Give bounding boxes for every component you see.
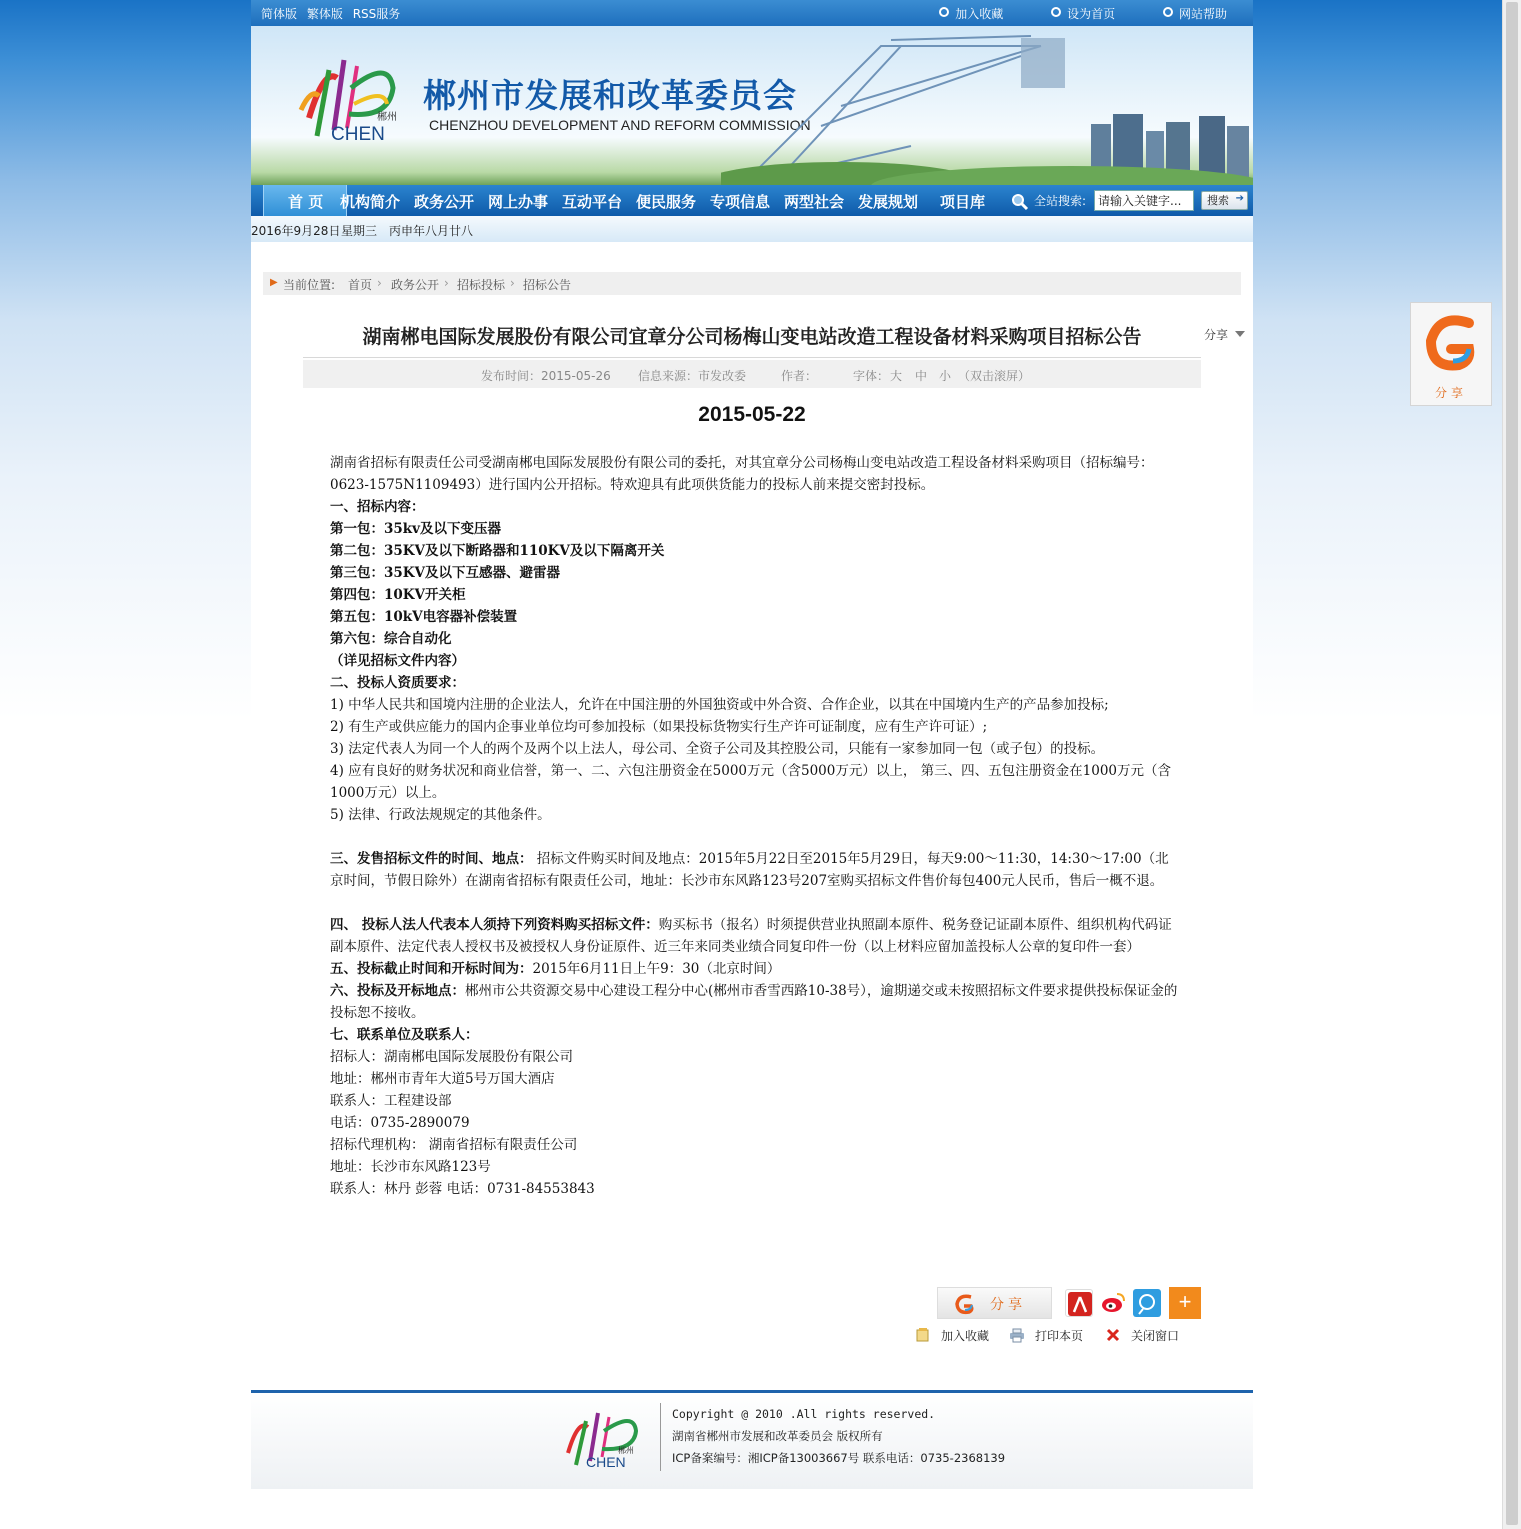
tencent-weibo-share-icon[interactable] — [1133, 1289, 1161, 1317]
contact-bidder: 招标人：湖南郴电国际发展股份有限公司 — [330, 1049, 573, 1065]
floating-share-label: 分享 — [1434, 386, 1467, 400]
footer-separator — [660, 1403, 661, 1471]
section-5-text: 2015年6月11日上午9：30（北京时间） — [532, 961, 781, 977]
footer-icp: ICP备案编号：湘ICP备13003667号 联系电话：0735-2368139 — [672, 1451, 1006, 1465]
share-logo-icon — [953, 1292, 977, 1316]
font-medium-button[interactable]: 中 — [915, 369, 928, 383]
main-nav — [251, 185, 1253, 216]
footer — [251, 1393, 1253, 1489]
font-size-label: 字体： — [853, 369, 890, 383]
section-1-heading: 一、招标内容： — [330, 499, 425, 515]
chevron-right-icon: › — [377, 276, 382, 290]
footer-text — [672, 1403, 1005, 1469]
printer-icon — [1009, 1327, 1025, 1343]
crane-skyline-graphic — [721, 26, 1253, 185]
breadcrumb-bid-notice[interactable]: 招标公告 — [523, 278, 572, 292]
share-label: 分享 — [990, 1297, 1026, 1313]
breadcrumb-bidding[interactable]: 招标投标 — [457, 278, 506, 292]
breadcrumb-gov-affairs[interactable]: 政务公开 — [391, 278, 440, 292]
search-input[interactable] — [1094, 190, 1194, 211]
svg-text:CHEN: CHEN — [331, 124, 385, 145]
requirement-3: 3) 法定代表人为同一个人的两个及两个以上法人，母公司、全资子公司及其控股公司，只能有一家参加同一包（或子包）的投标。 — [330, 741, 1105, 757]
scrollbar-thumb[interactable] — [1506, 2, 1518, 1525]
nav-project-library[interactable]: 项目库 — [940, 193, 986, 211]
requirement-4: 4) 应有良好的财务状况和商业信誉，第一、二、六包注册资金在5000万元（含5000万元）以上， 第三、四、五包注册资金在1000万元（含1000万元）以上。 — [330, 763, 1172, 801]
site-subtitle: CHENZHOU DEVELOPMENT AND REFORM COMMISSION — [429, 117, 811, 133]
search-button[interactable]: 搜索 ➔ — [1201, 191, 1248, 210]
section-6-text: 郴州市公共资源交易中心建设工程分中心(郴州市香雪西路10-38号），逾期递交或未按照招标文件要求提供投标保证金的投标恕不接收。 — [330, 983, 1178, 1021]
share-main-button[interactable] — [937, 1287, 1052, 1319]
vertical-scrollbar[interactable] — [1502, 0, 1521, 1529]
print-button[interactable] — [1009, 1327, 1083, 1344]
favorite-icon — [915, 1327, 931, 1343]
contact-agency: 招标代理机构： 湖南省招标有限责任公司 — [330, 1137, 578, 1153]
more-share-button[interactable]: + — [1169, 1287, 1201, 1319]
share-dropdown[interactable] — [1204, 326, 1245, 343]
nav-about[interactable]: 机构简介 — [340, 193, 401, 211]
dblclick-scroll-hint: （双击滚屏） — [958, 369, 1031, 383]
nav-home-label: 首 页 — [288, 193, 324, 211]
author: 作者： — [781, 369, 818, 383]
title-divider — [303, 357, 1201, 358]
simplified-link[interactable]: 简体版 — [261, 7, 298, 21]
package-1: 第一包：35kv及以下变压器 — [330, 521, 501, 537]
current-weekday: 星期三 — [341, 224, 378, 238]
font-small-button[interactable]: 小 — [939, 369, 952, 383]
nav-interaction[interactable]: 互动平台 — [562, 193, 623, 211]
site-help-link[interactable]: 网站帮助 — [1163, 7, 1227, 21]
contact-bidder-person: 联系人：工程建设部 — [330, 1093, 452, 1109]
article-meta — [303, 360, 1201, 388]
section-3-heading: 三、发售招标文件的时间、地点： — [330, 851, 533, 867]
nav-special-info[interactable]: 专项信息 — [710, 193, 771, 211]
traditional-link[interactable]: 繁体版 — [306, 7, 343, 21]
article-body — [330, 452, 1178, 1200]
lunar-date: 丙申年八月廿八 — [389, 224, 474, 238]
breadcrumb — [263, 272, 1241, 295]
publish-time: 发布时间：2015-05-26 — [481, 369, 611, 383]
svg-text:郴州: 郴州 — [377, 112, 397, 123]
intro-paragraph: 湖南省招标有限责任公司受湖南郴电国际发展股份有限公司的委托，对其宜章分公司杨梅山变电站改造工程设备材料采购项目（招标编号：0623-1575N1109493）进行国内公开招标。特欢迎具有此项供货能力的投标人前来提交密封投标。 — [330, 455, 1154, 493]
rss-link[interactable]: RSS服务 — [352, 7, 401, 21]
section-6-heading: 六、投标及开标地点： — [330, 983, 465, 999]
top-right-links — [895, 5, 1227, 22]
share-mini-label: 分享 — [1204, 328, 1229, 342]
footer-logo — [556, 1405, 646, 1471]
package-3: 第三包：35KV及以下互感器、避雷器 — [330, 565, 560, 581]
print-label: 打印本页 — [1035, 1329, 1084, 1343]
requirement-1: 1) 中华人民共和国境内注册的企业法人，允许在中国注册的外国独资或中外合资、合作企业，以其在中国境内生产的产品参加投标; — [330, 697, 1109, 713]
breadcrumb-home[interactable]: 首页 — [348, 278, 373, 292]
svg-text:郴州: 郴州 — [618, 1446, 634, 1455]
share-logo-icon — [1423, 311, 1479, 377]
search-label: 全站搜索: — [1034, 194, 1087, 208]
section-7-heading: 七、联系单位及联系人： — [330, 1027, 479, 1043]
add-favorite-label: 加入收藏 — [941, 1329, 990, 1343]
top-left-links — [261, 5, 406, 22]
close-icon — [1105, 1327, 1121, 1343]
chevron-right-icon: › — [444, 276, 449, 290]
requirement-5: 5) 法律、行政法规规定的其他条件。 — [330, 807, 551, 823]
nav-gov-affairs[interactable]: 政务公开 — [414, 193, 475, 211]
nav-public-services[interactable]: 便民服务 — [636, 193, 697, 211]
header-banner — [251, 26, 1253, 185]
package-5: 第五包：10kV电容器补偿装置 — [330, 609, 518, 625]
package-4: 第四包：10KV开关柜 — [330, 587, 466, 603]
article-title: 湖南郴电国际发展股份有限公司宜章分公司杨梅山变电站改造工程设备材料采购项目招标公告 — [362, 326, 1142, 348]
svg-text:CHEN: CHEN — [586, 1454, 626, 1470]
set-homepage-link[interactable]: 设为首页 — [1051, 7, 1115, 21]
breadcrumb-label: 当前位置: — [283, 278, 336, 292]
current-date: 2016年9月28日 — [251, 224, 341, 238]
nav-two-type-society[interactable]: 两型社会 — [784, 193, 845, 211]
contact-bidder-address: 地址：郴州市青年大道5号万国大酒店 — [330, 1071, 555, 1087]
share-bar — [937, 1287, 1201, 1319]
requirement-2: 2) 有生产或供应能力的国内企事业单位均可参加投标（如果投标货物实行生产许可证制度，应有生产许可证）; — [330, 719, 988, 735]
footer-copyright: Copyright @ 2010 .All rights reserved. — [672, 1407, 936, 1421]
package-6: 第六包：综合自动化 — [330, 631, 452, 647]
contact-agency-address: 地址：长沙市东风路123号 — [330, 1159, 491, 1175]
nav-development-plan[interactable]: 发展规划 — [858, 193, 919, 211]
chenzhou-logo — [289, 48, 404, 148]
chevron-right-icon: › — [510, 276, 515, 290]
contact-agency-person: 联系人：林丹 彭蓉 电话：0731-84553843 — [330, 1181, 595, 1197]
contact-bidder-phone: 电话：0735-2890079 — [330, 1115, 470, 1131]
footer-owner: 湖南省郴州市发展和改革委员会 版权所有 — [672, 1429, 883, 1443]
date-bar — [251, 216, 1253, 242]
section-4-text: 购买标书（报名）时须提供营业执照副本原件、税务登记证副本原件、组织机构代码证副本原件、法定代表人授权书及被授权人身份证原件、近三年来同类业绩合同复印件一份（以上材料应留加盖投标人公章的复印件一套） — [330, 917, 1172, 955]
section-4-heading: 四、 投标人法人代表本人须持下列资料购买招标文件： — [330, 917, 659, 933]
renren-share-icon[interactable] — [1065, 1289, 1093, 1317]
nav-home[interactable] — [263, 185, 347, 216]
breadcrumb-arrow-icon: ▶ — [270, 277, 278, 288]
font-large-button[interactable]: 大 — [890, 369, 903, 383]
section-2-heading: 二、投标人资质要求： — [330, 675, 465, 691]
site-title: 郴州市发展和改革委员会 — [423, 76, 797, 115]
floating-share-widget[interactable] — [1410, 302, 1492, 406]
package-note: （详见招标文件内容） — [330, 653, 465, 669]
close-window-button[interactable] — [1105, 1327, 1179, 1344]
weibo-share-icon[interactable] — [1099, 1289, 1127, 1317]
package-2: 第二包：35KV及以下断路器和110KV及以下隔离开关 — [330, 543, 665, 559]
nav-online-services[interactable]: 网上办事 — [488, 193, 549, 211]
search-icon — [1011, 193, 1029, 211]
close-window-label: 关闭窗口 — [1131, 1329, 1180, 1343]
info-source: 信息来源：市发改委 — [638, 369, 747, 383]
article-date: 2015-05-22 — [698, 403, 806, 426]
add-favorite-button[interactable] — [915, 1327, 989, 1344]
add-favorite-link[interactable]: 加入收藏 — [939, 7, 1003, 21]
section-3-text: 招标文件购买时间及地点：2015年5月22日至2015年5月29日，每天9:00～11:30，14:30～17:00（北京时间，节假日除外）在湖南省招标有限责任公司，地址：长沙市东风路123号207室购买招标文件售价每包400元人民币，售后一概不退。 — [330, 851, 1169, 889]
top-bar — [251, 0, 1253, 26]
page-container — [251, 0, 1253, 1529]
section-5-heading: 五、投标截止时间和开标时间为： — [330, 961, 533, 977]
